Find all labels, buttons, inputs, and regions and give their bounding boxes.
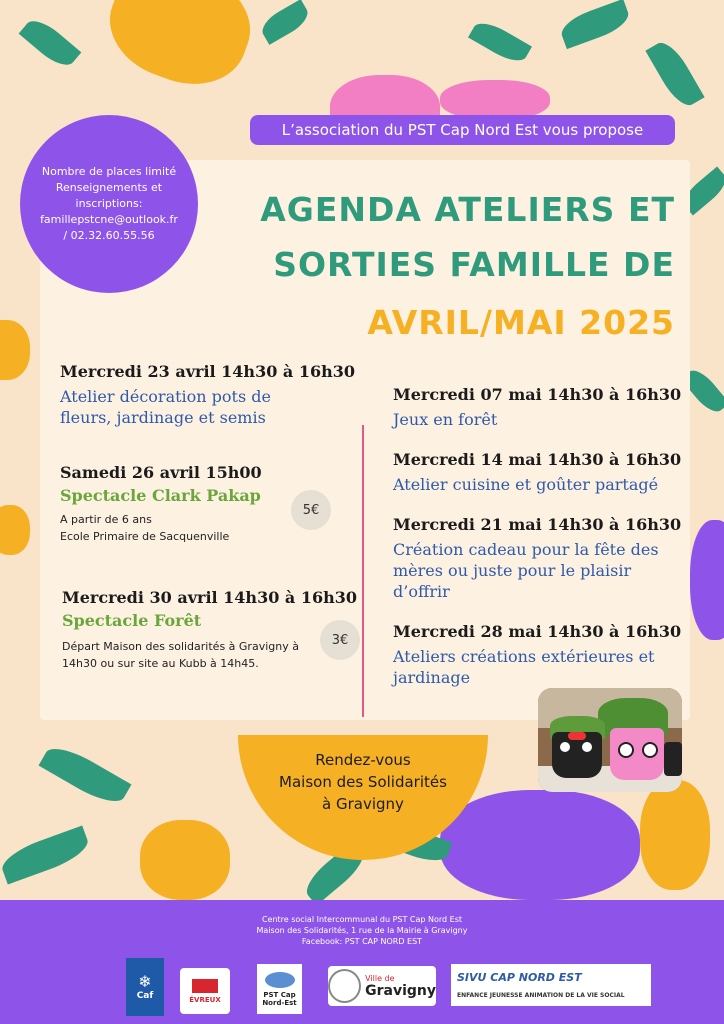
leaf-shape <box>645 37 704 112</box>
sivu-logo <box>451 964 651 1006</box>
leaf-shape <box>468 17 532 68</box>
event-title: jardinage <box>393 668 471 687</box>
leaf-shape <box>0 826 92 885</box>
event-title: Atelier cuisine et goûter partagé <box>393 475 659 494</box>
leaf-shape <box>257 0 312 45</box>
footer-line: Maison des Solidarités, 1 rue de la Mairie à Gravigny <box>256 926 468 935</box>
places-limitees-text: Nombre de places limité <box>41 165 177 178</box>
price-badge: 3€ <box>320 620 360 660</box>
event-date: Mercredi 30 avril 14h30 à 16h30 <box>62 588 357 607</box>
renseignements-text: Renseignements et <box>55 181 163 194</box>
event-07-mai <box>393 385 681 430</box>
contact-email[interactable]: famillepstcne@outlook.fr <box>40 213 178 226</box>
footer-line: Centre social Intercommunal du PST Cap Nord Est <box>261 915 463 924</box>
sivu-logo-subtitle: ENFANCE JEUNESSE ANIMATION DE LA VIE SOCIAL <box>457 992 625 999</box>
gravigny-logo <box>328 966 436 1006</box>
event-title: mères ou juste pour le plaisir <box>393 561 632 580</box>
event-title: Atelier décoration pots de <box>60 387 271 406</box>
association-banner: L’association du PST Cap Nord Est vous propose <box>250 115 675 145</box>
event-detail: 14h30 ou sur site au Kubb à 14h45. <box>62 657 259 670</box>
event-date: Mercredi 14 mai 14h30 à 16h30 <box>393 450 682 469</box>
event-title: Spectacle Clark Pakap <box>60 486 261 505</box>
flower-pots-photo <box>538 688 682 792</box>
flower-shape <box>0 320 30 380</box>
column-divider <box>362 425 364 717</box>
event-title: Jeux en forêt <box>393 410 498 429</box>
caf-logo-text: Caf <box>136 991 154 1001</box>
event-23-avril <box>60 362 355 428</box>
flower-shape <box>95 0 264 101</box>
price-badge: 5€ <box>291 490 331 530</box>
event-date: Mercredi 21 mai 14h30 à 16h30 <box>393 515 682 534</box>
event-21-mai <box>393 515 681 602</box>
event-title: Spectacle Forêt <box>62 611 202 630</box>
flower-shape <box>440 80 550 120</box>
event-26-avril <box>60 463 262 545</box>
page-title-line2: SORTIES FAMILLE DE <box>273 245 675 284</box>
gravigny-logo-small: Ville de <box>365 973 395 983</box>
snowflake-icon: ❄ <box>138 972 152 991</box>
event-title: d’offrir <box>393 582 450 601</box>
page-title-line1: AGENDA ATELIERS ET <box>260 190 675 229</box>
flower-shape <box>690 520 724 640</box>
info-circle <box>20 115 198 293</box>
gravigny-logo-text: Gravigny <box>365 982 436 999</box>
event-30-avril <box>62 588 357 672</box>
event-title: fleurs, jardinage et semis <box>60 408 266 427</box>
footer-contact <box>0 914 724 947</box>
leaf-shape <box>39 740 132 811</box>
event-date: Mercredi 07 mai 14h30 à 16h30 <box>393 385 682 404</box>
event-detail: A partir de 6 ans <box>60 513 152 526</box>
flower-shape <box>140 820 230 900</box>
event-date: Mercredi 28 mai 14h30 à 16h30 <box>393 622 682 641</box>
event-date: Mercredi 23 avril 14h30 à 16h30 <box>60 362 355 381</box>
flower-shape <box>640 780 710 890</box>
leaf-shape <box>557 0 632 49</box>
caf-logo <box>126 958 164 1016</box>
rdv-line: à Gravigny <box>322 795 404 813</box>
inscriptions-text: inscriptions: <box>75 197 143 210</box>
event-14-mai <box>393 450 681 495</box>
event-28-mai <box>393 622 681 688</box>
contact-phone[interactable]: / 02.32.60.55.56 <box>63 229 155 242</box>
event-title: Création cadeau pour la fête des <box>393 540 659 559</box>
sivu-logo-title: SIVU CAP NORD EST <box>457 971 582 984</box>
footer-line: Facebook: PST CAP NORD EST <box>301 937 423 946</box>
event-date: Samedi 26 avril 15h00 <box>60 463 262 482</box>
pst-logo-text: PST Cap Nord-Est <box>262 990 297 1007</box>
footer <box>0 900 724 1024</box>
flower-shape <box>0 505 30 555</box>
event-detail: Départ Maison des solidarités à Gravigny à <box>62 640 299 653</box>
leaf-shape <box>19 14 82 72</box>
evreux-logo <box>180 968 230 1014</box>
page-title-line3: AVRIL/MAI 2025 <box>367 303 675 342</box>
event-title: Ateliers créations extérieures et <box>393 647 655 666</box>
event-detail: Ecole Primaire de Sacquenville <box>60 530 230 543</box>
rdv-line: Rendez-vous <box>315 751 411 769</box>
evreux-logo-text: ÉVREUX <box>189 995 221 1004</box>
pst-logo <box>257 964 302 1014</box>
rdv-line: Maison des Solidarités <box>279 773 447 791</box>
